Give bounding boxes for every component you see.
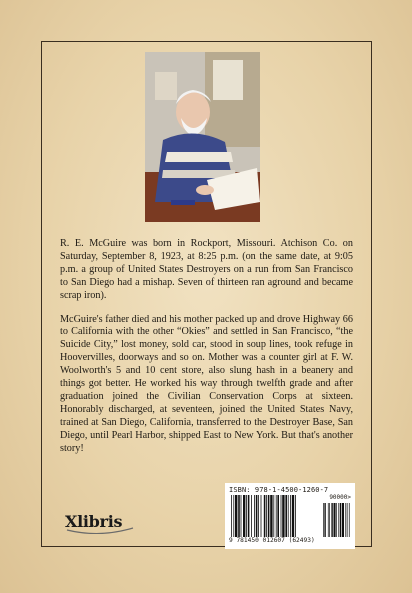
publisher-name: Xlibris: [65, 512, 123, 531]
bio-paragraph-2: McGuire's father died and his mother packed up and drove Highway 66 to California with the other “Okies” and settled in San Francisco, “the Suicide City,” lost money, sold car, stood in soup lines, took refuge in Hoovervilles, doorways and so on. Mother was a counter girl at F. W. Woolworth's 5 and 10 cent store, also slung hash in a beanery and things got better. He worked his way through twelfth grade and after graduation joined the Civilian Conservation Corps at sixteen. Honorably discharged, at seventeen, joined the United States Navy, trained at San Diego, California, transferred to the Destroyer Base, San Diego, until Pearl Harbor, shipped East to New York. But that's another story!: [60, 313, 353, 454]
author-biography: [60, 238, 353, 467]
barcode-digits: 9 781450 012607 (62493): [229, 537, 315, 544]
isbn-label: ISBN: 978-1-4500-1260-7: [229, 486, 329, 494]
author-photo-illustration: [145, 52, 260, 222]
publisher-logo: [65, 510, 135, 534]
barcode-bars: [229, 495, 351, 537]
author-photo: [145, 52, 260, 222]
isbn-barcode: [225, 483, 355, 549]
bio-paragraph-1: R. E. McGuire was born in Rockport, Missouri. Atchison Co. on Saturday, September 8, 1923, at 8:25 p.m. (on the same date, at 9:05 p.m. a group of United States Destroyers on a run from San Francisco to San Diego had a mishap. Seven of thirteen ran aground and became scrap iron).: [60, 238, 353, 301]
price-code: 90000>: [329, 494, 351, 501]
